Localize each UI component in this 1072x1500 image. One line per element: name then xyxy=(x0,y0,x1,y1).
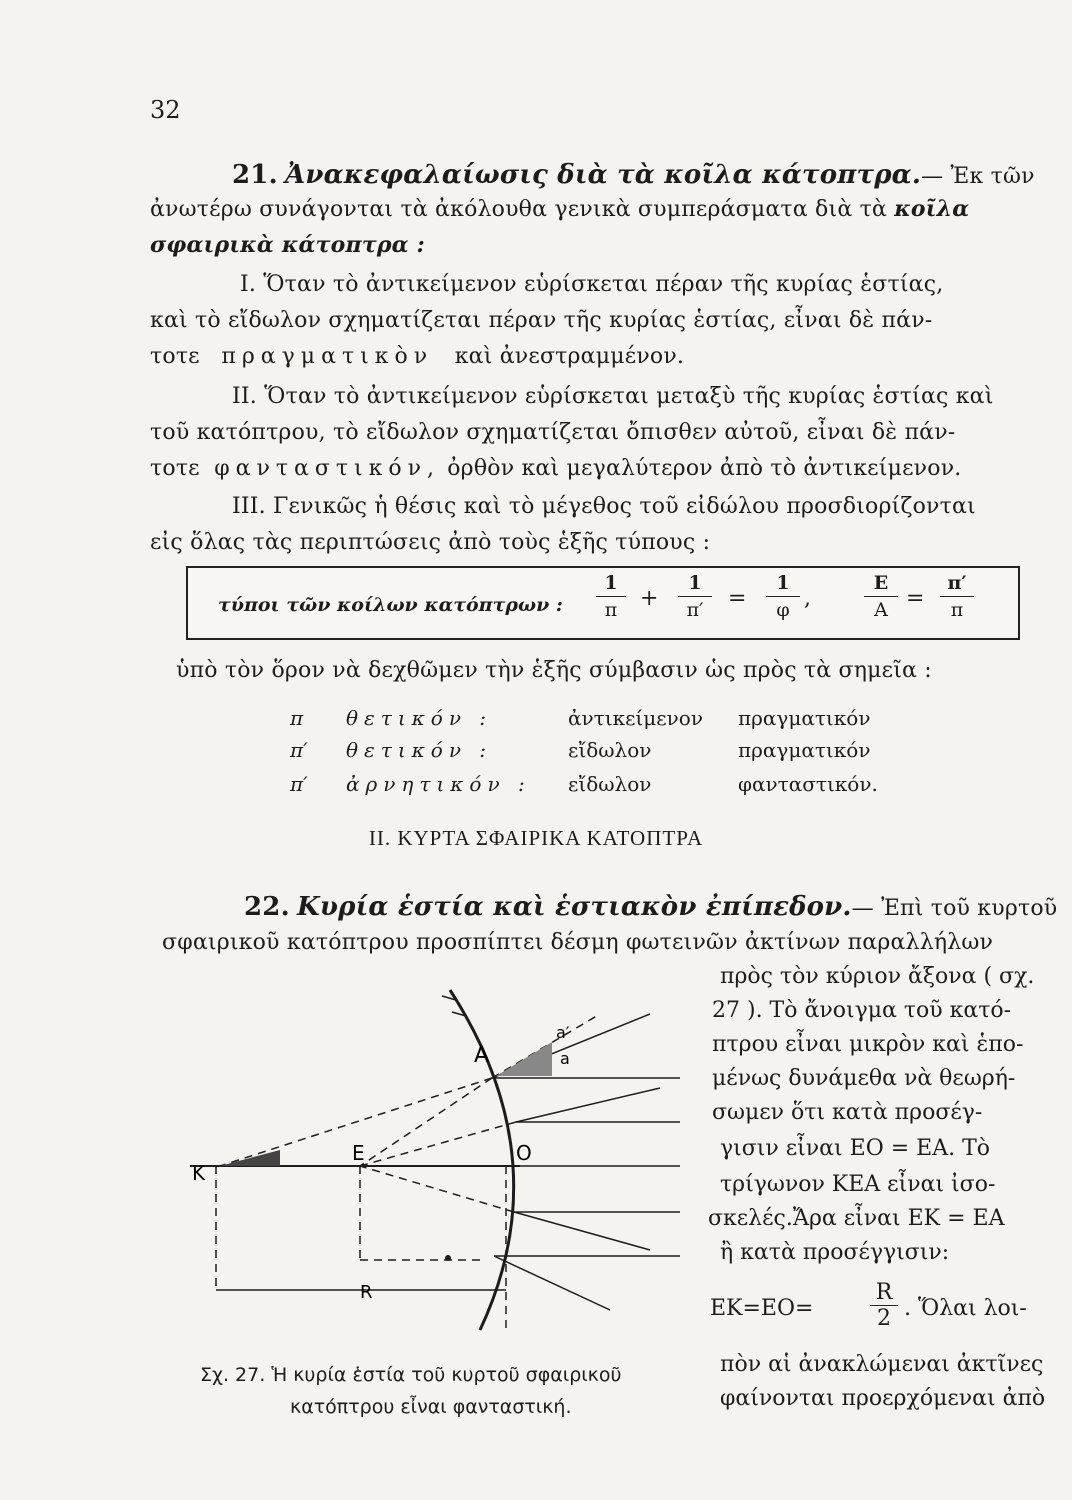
condition-row: π′ θετικόν : εἴδωλον πραγματικόν xyxy=(290,738,871,762)
text-line: ἢ κατὰ προσέγγισιν: xyxy=(720,1240,950,1265)
text-line: πὸν αἱ ἀνακλώμεναι ἀκτῖνες xyxy=(720,1352,1044,1377)
text-line: πρὸς τὸν κύριον ἄξονα ( σχ. xyxy=(720,964,1035,989)
label-O: O xyxy=(516,1141,532,1165)
angle-k-shading xyxy=(220,1150,280,1166)
label-a: a xyxy=(560,1049,570,1068)
chapter-heading: II. ΚΥΡΤΑ ΣΦΑΙΡΙΚΑ ΚΑΤΟΠΤΡΑ xyxy=(368,826,704,850)
section-title: Ἀνακεφαλαίωσις διὰ τὰ κοῖλα κάτοπτρα. xyxy=(285,160,922,190)
section-lead: — Ἐκ τῶν xyxy=(921,164,1035,189)
comma: , xyxy=(804,586,811,611)
fraction: E A xyxy=(864,572,898,621)
text-line: 27 ). Τὸ ἄνοιγμα τοῦ κατό- xyxy=(712,998,1012,1023)
text-line: καὶ τὸ εἴδωλον σχηματίζεται πέραν τῆς κυρίας ἑστίας, εἶναι δὲ πάν- xyxy=(150,308,933,333)
text-line: εἰς ὅλας τὰς περιπτώσεις ἀπὸ τοὺς ἑξῆς τύπους : xyxy=(150,530,711,555)
text-line: τοτε φανταστικόν, ὀρθὸν καὶ μεγαλύτερον ἀπὸ τὸ ἀντικείμενον. xyxy=(150,456,962,481)
text-line: σφαιρικοῦ κατόπτρου προσπίπτει δέσμη φωτεινῶν ἀκτίνων παραλλήλων xyxy=(162,930,994,955)
figure-caption: Σχ. 27. Ἡ κυρία ἑστία τοῦ κυρτοῦ σφαιρικοῦ xyxy=(200,1364,622,1386)
text-line: τοῦ κατόπτρου, τὸ εἴδωλον σχηματίζεται ὄπισθεν αὐτοῦ, εἶναι δὲ πάν- xyxy=(150,420,956,445)
text-line: σκελές.Ἄρα εἶναι ΕΚ = ΕΑ xyxy=(708,1206,1005,1231)
figure-caption: κατόπτρου εἶναι φανταστική. xyxy=(290,1396,572,1418)
condition-row: π′ ἀρνητικόν : εἴδωλον φανταστικόν. xyxy=(290,772,878,796)
section-22-heading: 22. Κυρία ἑστία καὶ ἑστιακὸν ἐπίπεδον.— Ἐπὶ τοῦ κυρτοῦ xyxy=(244,892,1058,922)
label-E: E xyxy=(352,1141,365,1165)
page-number: 32 xyxy=(150,96,181,124)
text-line: γισιν εἶναι ΕΟ = ΕΑ. Τὸ xyxy=(720,1136,991,1161)
label-a-prime: a′ xyxy=(556,1023,570,1042)
text-line: τρίγωνον ΚΕΑ εἶναι ἰσο- xyxy=(720,1172,996,1197)
plus-sign: + xyxy=(640,586,659,611)
equals-sign: = xyxy=(906,586,925,611)
text-line: σωμεν ὅτι κατὰ προσέγ- xyxy=(712,1100,983,1125)
text-line: φαίνονται προερχόμεναι ἀπὸ xyxy=(720,1386,1046,1411)
fraction: 1 π xyxy=(596,572,626,621)
item-2: II. Ὅταν τὸ ἀντικείμενον εὑρίσκεται μεταξὺ τῆς κυρίας ἑστίας καὶ xyxy=(232,384,994,409)
condition-intro: ὑπὸ τὸν ὅρον νὰ δεχθῶμεν τὴν ἑξῆς σύμβασιν ὡς πρὸς τὰ σημεῖα : xyxy=(176,658,932,683)
text-line: σφαιρικὰ κάτοπτρα : xyxy=(150,232,425,258)
equals-sign: = xyxy=(728,586,747,611)
text-line: ἀνωτέρω συνάγονται τὰ ἀκόλουθα γενικὰ συμπεράσματα διὰ τὰ κοῖλα xyxy=(150,196,970,222)
label-A: A xyxy=(474,1043,490,1068)
incident-rays xyxy=(492,1078,680,1256)
condition-row: π θετικόν : ἀντικείμενον πραγματικόν xyxy=(290,706,871,730)
item-1: I. Ὅταν τὸ ἀντικείμενον εὑρίσκεται πέραν τῆς κυρίας ἑστίας, xyxy=(240,272,944,297)
convex-mirror-arc xyxy=(450,990,514,1330)
figure-27-diagram xyxy=(180,980,710,1340)
fraction: π′ π xyxy=(940,572,974,621)
label-R: R xyxy=(360,1282,373,1303)
fraction: 1 φ xyxy=(766,572,800,621)
section-21-heading xyxy=(232,160,1035,190)
section-number: 21. xyxy=(232,160,278,190)
text-line: τοτε πραγματικὸν καὶ ἀνεστραμμένον. xyxy=(150,344,685,369)
label-K: K xyxy=(192,1161,206,1185)
formula-label: τύποι τῶν κοίλων κατόπτρων : xyxy=(218,594,563,616)
text-line: πτρου εἶναι μικρὸν καὶ ἑπο- xyxy=(712,1032,1024,1057)
fraction: 1 π′ xyxy=(678,572,712,621)
text-line: μένως δυνάμεθα νὰ θεωρή- xyxy=(712,1066,1016,1091)
item-3: III. Γενικῶς ἡ θέσις καὶ τὸ μέγεθος τοῦ εἰδώλου προσδιορίζονται xyxy=(232,494,976,519)
formula-box xyxy=(186,566,1020,640)
center-point xyxy=(445,1255,451,1261)
